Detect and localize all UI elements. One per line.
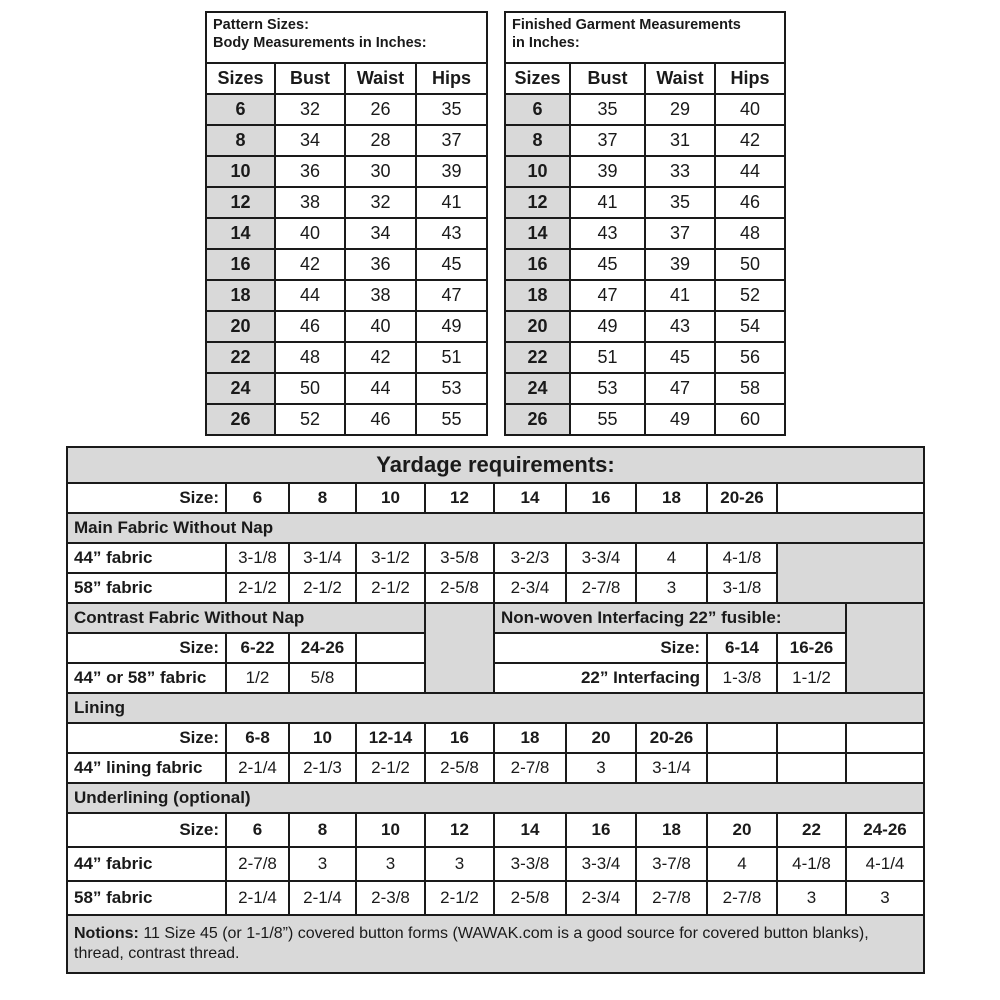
size-cell: 26 <box>505 404 570 435</box>
size-cell: 14 <box>494 813 566 847</box>
size-cell: 16 <box>425 723 494 753</box>
value-cell: 2-1/4 <box>226 881 289 915</box>
table-separator <box>487 187 505 218</box>
body-measurement-cell: 49 <box>416 311 487 342</box>
yardage-table <box>66 446 925 974</box>
value-cell: 2-7/8 <box>226 847 289 881</box>
size-cell: 18 <box>505 280 570 311</box>
size-cell: 14 <box>206 218 275 249</box>
size-cell: 10 <box>356 813 425 847</box>
empty-cell <box>356 633 425 663</box>
finished-measurement-cell: 29 <box>645 94 715 125</box>
value-cell: 3-1/4 <box>289 543 356 573</box>
section-underlining: Underlining (optional) <box>67 783 924 813</box>
size-cell: 12 <box>505 187 570 218</box>
row-label: 44” fabric <box>67 543 226 573</box>
table-separator <box>487 373 505 404</box>
col-sizes: Sizes <box>505 63 570 94</box>
body-measurement-cell: 55 <box>416 404 487 435</box>
value-cell: 2-1/2 <box>289 573 356 603</box>
finished-measurement-cell: 48 <box>715 218 785 249</box>
value-cell: 3-5/8 <box>425 543 494 573</box>
empty-cell <box>777 723 846 753</box>
table-separator <box>487 12 505 63</box>
section-contrast-fabric: Contrast Fabric Without Nap <box>67 603 425 633</box>
filler-cell <box>777 543 924 603</box>
finished-measurement-cell: 39 <box>645 249 715 280</box>
value-cell: 3 <box>425 847 494 881</box>
row-label: 44” or 58” fabric <box>67 663 226 693</box>
finished-measurement-cell: 31 <box>645 125 715 156</box>
empty-cell <box>846 753 924 783</box>
finished-measurement-cell: 35 <box>645 187 715 218</box>
col-hips: Hips <box>715 63 785 94</box>
empty-cell <box>846 723 924 753</box>
value-cell: 2-5/8 <box>494 881 566 915</box>
col-hips: Hips <box>416 63 487 94</box>
empty-cell <box>777 753 846 783</box>
finished-measurement-cell: 43 <box>570 218 645 249</box>
finished-measurement-cell: 45 <box>570 249 645 280</box>
finished-measurement-cell: 60 <box>715 404 785 435</box>
section-lining: Lining <box>67 693 924 723</box>
size-cell: 16 <box>505 249 570 280</box>
value-cell: 3-1/4 <box>636 753 707 783</box>
value-cell: 2-1/3 <box>289 753 356 783</box>
value-cell: 2-5/8 <box>425 753 494 783</box>
size-cell: 10 <box>289 723 356 753</box>
value-cell: 3-1/8 <box>707 573 777 603</box>
table-separator <box>487 156 505 187</box>
finished-measurement-cell: 51 <box>570 342 645 373</box>
size-cell: 14 <box>505 218 570 249</box>
finished-measurement-cell: 41 <box>645 280 715 311</box>
body-measurement-cell: 32 <box>345 187 416 218</box>
body-measurement-cell: 43 <box>416 218 487 249</box>
value-cell: 4-1/8 <box>777 847 846 881</box>
size-cell: 20 <box>505 311 570 342</box>
finished-measurement-cell: 43 <box>645 311 715 342</box>
finished-measurement-cell: 52 <box>715 280 785 311</box>
size-cell: 14 <box>494 483 566 513</box>
size-label: Size: <box>494 633 707 663</box>
size-cell: 6 <box>226 813 289 847</box>
table-separator <box>487 94 505 125</box>
body-measurement-cell: 42 <box>345 342 416 373</box>
filler-cell <box>425 603 494 693</box>
value-cell: 3-3/4 <box>566 847 636 881</box>
value-cell: 1-3/8 <box>707 663 777 693</box>
table-separator <box>487 404 505 435</box>
size-cell: 22 <box>777 813 846 847</box>
finished-measurement-cell: 42 <box>715 125 785 156</box>
size-row <box>206 280 785 311</box>
row-label: 58” fabric <box>67 573 226 603</box>
finished-measurement-cell: 50 <box>715 249 785 280</box>
value-cell: 2-1/2 <box>356 573 425 603</box>
body-measurement-cell: 42 <box>275 249 345 280</box>
finished-measurement-cell: 44 <box>715 156 785 187</box>
finished-measurement-cell: 49 <box>570 311 645 342</box>
finished-measurement-cell: 53 <box>570 373 645 404</box>
size-cell: 20 <box>206 311 275 342</box>
size-row <box>206 218 785 249</box>
row-label: 22” Interfacing <box>494 663 707 693</box>
table-separator <box>487 280 505 311</box>
value-cell: 3-2/3 <box>494 543 566 573</box>
row-label: 44” fabric <box>67 847 226 881</box>
body-measurement-cell: 36 <box>275 156 345 187</box>
size-cell: 24 <box>505 373 570 404</box>
value-cell: 2-7/8 <box>707 881 777 915</box>
finished-measurement-cell: 55 <box>570 404 645 435</box>
size-row <box>206 404 785 435</box>
empty-cell <box>707 753 777 783</box>
value-cell: 3 <box>846 881 924 915</box>
size-label: Size: <box>67 723 226 753</box>
size-cell: 20-26 <box>636 723 707 753</box>
value-cell: 3-1/8 <box>226 543 289 573</box>
value-cell: 2-1/2 <box>226 573 289 603</box>
finished-measurement-cell: 37 <box>645 218 715 249</box>
size-cell: 6-22 <box>226 633 289 663</box>
body-measurement-cell: 50 <box>275 373 345 404</box>
finished-header-text: Finished Garment Measurements in Inches: <box>512 17 741 51</box>
body-measurement-cell: 40 <box>345 311 416 342</box>
size-label: Size: <box>67 483 226 513</box>
value-cell: 4 <box>636 543 707 573</box>
filler-cell <box>846 603 924 693</box>
body-measurement-cell: 36 <box>345 249 416 280</box>
body-measurement-cell: 35 <box>416 94 487 125</box>
size-row <box>206 125 785 156</box>
body-measurement-cell: 45 <box>416 249 487 280</box>
body-measurement-cell: 51 <box>416 342 487 373</box>
size-row <box>206 94 785 125</box>
value-cell: 5/8 <box>289 663 356 693</box>
size-cell: 18 <box>206 280 275 311</box>
value-cell: 2-5/8 <box>425 573 494 603</box>
size-row <box>206 342 785 373</box>
size-cell: 8 <box>505 125 570 156</box>
value-cell: 2-7/8 <box>494 753 566 783</box>
row-label: 58” fabric <box>67 881 226 915</box>
col-sizes: Sizes <box>206 63 275 94</box>
table-separator <box>487 249 505 280</box>
finished-measurement-cell: 41 <box>570 187 645 218</box>
finished-measurement-cell: 39 <box>570 156 645 187</box>
size-cell: 20 <box>707 813 777 847</box>
notions-label: Notions: <box>74 925 139 942</box>
value-cell: 1-1/2 <box>777 663 846 693</box>
col-waist: Waist <box>645 63 715 94</box>
table-separator <box>487 311 505 342</box>
col-bust: Bust <box>275 63 345 94</box>
value-cell: 3 <box>289 847 356 881</box>
body-measurement-cell: 39 <box>416 156 487 187</box>
body-measurement-cell: 44 <box>275 280 345 311</box>
body-measurement-cell: 46 <box>345 404 416 435</box>
body-measurement-cell: 26 <box>345 94 416 125</box>
column-header-row <box>206 63 785 94</box>
size-cell: 6 <box>206 94 275 125</box>
table-separator <box>487 342 505 373</box>
size-row <box>206 249 785 280</box>
value-cell: 3 <box>356 847 425 881</box>
size-label: Size: <box>67 813 226 847</box>
body-measurement-cell: 32 <box>275 94 345 125</box>
value-cell: 3-1/2 <box>356 543 425 573</box>
body-measurement-cell: 38 <box>345 280 416 311</box>
size-cell: 18 <box>494 723 566 753</box>
body-measurement-cell: 37 <box>416 125 487 156</box>
value-cell: 2-7/8 <box>566 573 636 603</box>
body-measurement-cell: 30 <box>345 156 416 187</box>
finished-measurement-cell: 47 <box>645 373 715 404</box>
size-cell: 8 <box>206 125 275 156</box>
table-separator <box>487 63 505 94</box>
value-cell: 3-3/8 <box>494 847 566 881</box>
value-cell: 2-1/4 <box>226 753 289 783</box>
value-cell: 2-1/4 <box>289 881 356 915</box>
body-measurement-cell: 28 <box>345 125 416 156</box>
body-measurement-cell: 52 <box>275 404 345 435</box>
size-cell: 20-26 <box>707 483 777 513</box>
table-separator <box>487 125 505 156</box>
yardage-title: Yardage requirements: <box>67 447 924 483</box>
finished-measurement-cell: 54 <box>715 311 785 342</box>
size-cell: 10 <box>505 156 570 187</box>
value-cell: 2-3/4 <box>494 573 566 603</box>
value-cell: 3 <box>566 753 636 783</box>
body-measurement-cell: 44 <box>345 373 416 404</box>
size-cell: 18 <box>636 483 707 513</box>
finished-measurement-cell: 35 <box>570 94 645 125</box>
size-cell: 22 <box>505 342 570 373</box>
size-row <box>206 156 785 187</box>
value-cell: 2-3/8 <box>356 881 425 915</box>
empty-cell <box>707 723 777 753</box>
size-cell: 6 <box>226 483 289 513</box>
table-separator <box>487 218 505 249</box>
section-main-fabric: Main Fabric Without Nap <box>67 513 924 543</box>
col-bust: Bust <box>570 63 645 94</box>
size-row <box>206 311 785 342</box>
value-cell: 3-3/4 <box>566 543 636 573</box>
value-cell: 2-7/8 <box>636 881 707 915</box>
size-cell: 20 <box>566 723 636 753</box>
empty-cell <box>777 483 924 513</box>
body-measurement-cell: 38 <box>275 187 345 218</box>
size-cell: 12 <box>425 813 494 847</box>
body-measurement-cell: 48 <box>275 342 345 373</box>
finished-measurement-cell: 58 <box>715 373 785 404</box>
size-cell: 6-8 <box>226 723 289 753</box>
section-interfacing: Non-woven Interfacing 22” fusible: <box>494 603 846 633</box>
value-cell: 4-1/8 <box>707 543 777 573</box>
row-label: 44” lining fabric <box>67 753 226 783</box>
value-cell: 4 <box>707 847 777 881</box>
finished-measurements-header <box>505 12 785 63</box>
size-row <box>206 187 785 218</box>
empty-cell <box>356 663 425 693</box>
size-cell: 24-26 <box>846 813 924 847</box>
body-header-text: Pattern Sizes: Body Measurements in Inches: <box>213 17 427 51</box>
size-cell: 8 <box>289 813 356 847</box>
finished-measurement-cell: 46 <box>715 187 785 218</box>
finished-measurement-cell: 45 <box>645 342 715 373</box>
size-cell: 26 <box>206 404 275 435</box>
size-cell: 16 <box>566 483 636 513</box>
size-cell: 10 <box>206 156 275 187</box>
size-cell: 16 <box>566 813 636 847</box>
body-measurement-cell: 34 <box>345 218 416 249</box>
finished-measurement-cell: 40 <box>715 94 785 125</box>
notions-note <box>67 915 924 973</box>
value-cell: 3-7/8 <box>636 847 707 881</box>
body-measurement-cell: 34 <box>275 125 345 156</box>
finished-measurement-cell: 33 <box>645 156 715 187</box>
value-cell: 3 <box>636 573 707 603</box>
size-cell: 6-14 <box>707 633 777 663</box>
notions-text: 11 Size 45 (or 1-1/8”) covered button forms (WAWAK.com is a good source for covered button blanks), thread, contrast thread. <box>74 925 869 962</box>
col-waist: Waist <box>345 63 416 94</box>
size-cell: 18 <box>636 813 707 847</box>
finished-measurement-cell: 37 <box>570 125 645 156</box>
value-cell: 2-1/2 <box>356 753 425 783</box>
body-measurement-cell: 41 <box>416 187 487 218</box>
value-cell: 1/2 <box>226 663 289 693</box>
size-cell: 10 <box>356 483 425 513</box>
size-cell: 22 <box>206 342 275 373</box>
size-chart-table <box>205 11 786 436</box>
size-cell: 16 <box>206 249 275 280</box>
body-measurement-cell: 47 <box>416 280 487 311</box>
finished-measurement-cell: 49 <box>645 404 715 435</box>
size-cell: 8 <box>289 483 356 513</box>
size-cell: 12 <box>425 483 494 513</box>
body-measurements-header <box>206 12 487 63</box>
size-row <box>206 373 785 404</box>
value-cell: 2-3/4 <box>566 881 636 915</box>
body-measurement-cell: 40 <box>275 218 345 249</box>
finished-measurement-cell: 47 <box>570 280 645 311</box>
value-cell: 2-1/2 <box>425 881 494 915</box>
size-cell: 12-14 <box>356 723 425 753</box>
body-measurement-cell: 53 <box>416 373 487 404</box>
size-cell: 6 <box>505 94 570 125</box>
size-cell: 24 <box>206 373 275 404</box>
body-measurement-cell: 46 <box>275 311 345 342</box>
value-cell: 3 <box>777 881 846 915</box>
size-cell: 16-26 <box>777 633 846 663</box>
size-cell: 24-26 <box>289 633 356 663</box>
value-cell: 4-1/4 <box>846 847 924 881</box>
size-label: Size: <box>67 633 226 663</box>
finished-measurement-cell: 56 <box>715 342 785 373</box>
size-cell: 12 <box>206 187 275 218</box>
